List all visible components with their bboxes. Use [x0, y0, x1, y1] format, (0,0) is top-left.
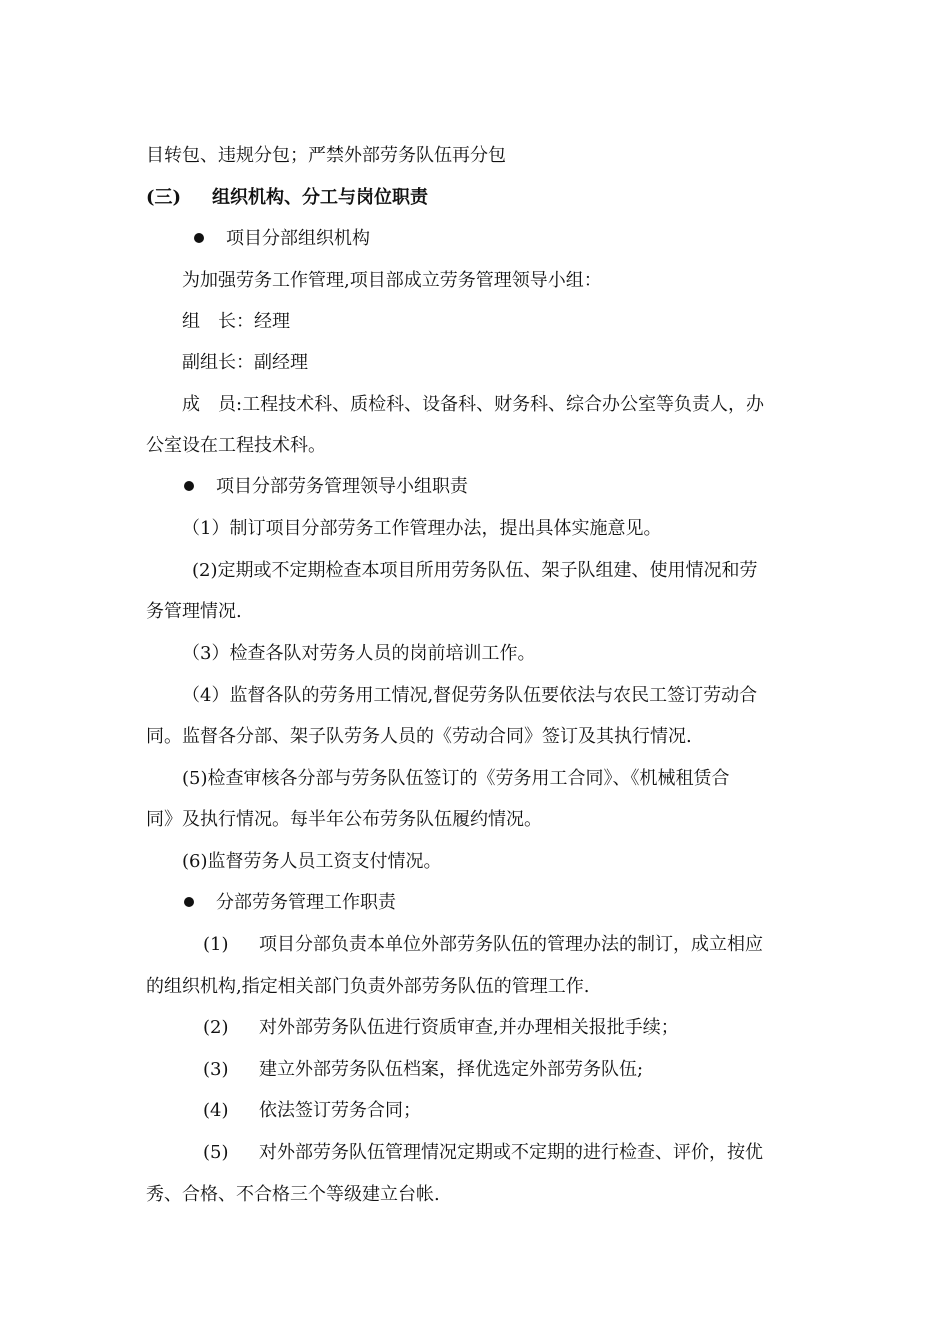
bullet-heading: 分部劳务管理工作职责: [216, 892, 396, 913]
body-text-line: 组 长：经理: [182, 311, 290, 332]
list-number: (4): [203, 1100, 229, 1121]
section-number: (三): [146, 187, 182, 208]
body-text-line: (6)监督劳务人员工资支付情况。: [182, 851, 442, 872]
body-text-line: 成 员:工程技术科、质检科、设备科、财务科、综合办公室等负责人，办: [182, 394, 765, 415]
body-text-line: 务管理情况.: [146, 601, 242, 622]
body-text-line: (5)检查审核各分部与劳务队伍签订的《劳务用工合同》、《机械租赁合: [182, 768, 730, 789]
list-item-text: 依法签订劳务合同；: [259, 1100, 421, 1121]
bullet-heading: 项目分部劳务管理领导小组职责: [216, 476, 468, 497]
body-text-line: 的组织机构,指定相关部门负责外部劳务队伍的管理工作.: [146, 976, 590, 997]
body-text-line: 目转包、违规分包；严禁外部劳务队伍再分包: [146, 145, 506, 166]
bullet-icon: [184, 897, 194, 907]
list-item-text: 建立外部劳务队伍档案，择优选定外部劳务队伍;: [259, 1059, 644, 1080]
body-text-line: 秀、合格、不合格三个等级建立台帐.: [146, 1184, 440, 1205]
list-item-text: 对外部劳务队伍管理情况定期或不定期的进行检查、评价，按优: [259, 1142, 763, 1163]
bullet-icon: [184, 481, 194, 491]
body-text-line: （1）制订项目分部劳务工作管理办法，提出具体实施意见。: [182, 518, 662, 539]
body-text-line: 副组长：副经理: [182, 352, 308, 373]
list-number: (2): [203, 1017, 229, 1038]
body-text-line: （4）监督各队的劳务用工情况,督促劳务队伍要依法与农民工签订劳动合: [182, 685, 758, 706]
body-text-line: 同。监督各分部、架子队劳务人员的《劳动合同》签订及其执行情况.: [146, 726, 692, 747]
body-text-line: （3）检查各队对劳务人员的岗前培训工作。: [182, 643, 536, 664]
bullet-icon: [194, 233, 204, 243]
list-number: (5): [203, 1142, 229, 1163]
bullet-heading: 项目分部组织机构: [226, 228, 370, 249]
list-item-text: 项目分部负责本单位外部劳务队伍的管理办法的制订，成立相应: [259, 934, 763, 955]
section-heading: 组织机构、分工与岗位职责: [212, 187, 428, 208]
list-number: (3): [203, 1059, 229, 1080]
body-text-line: 同》及执行情况。每半年公布劳务队伍履约情况。: [146, 809, 542, 830]
body-text-line: (2)定期或不定期检查本项目所用劳务队伍、架子队组建、使用情况和劳: [192, 560, 758, 581]
body-text-line: 为加强劳务工作管理,项目部成立劳务管理领导小组：: [182, 270, 602, 291]
body-text-line: 公室设在工程技术科。: [146, 435, 326, 456]
list-item-text: 对外部劳务队伍进行资质审查,并办理相关报批手续；: [259, 1017, 679, 1038]
list-number: (1): [203, 934, 229, 955]
